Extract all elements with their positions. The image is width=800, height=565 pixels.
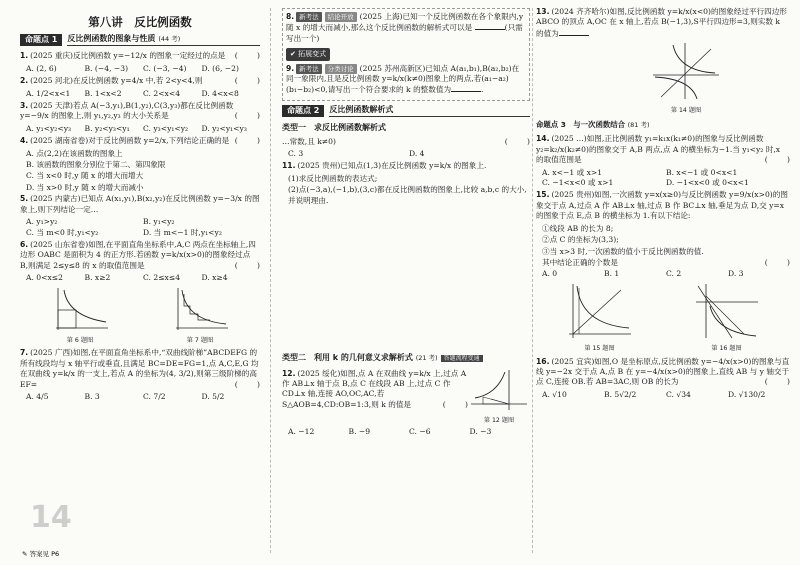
question-12-row [282,368,530,427]
option-c[interactable]: C. −6 [409,427,431,437]
conclusion-2: ②点 C 的坐标为(3,3); [542,235,619,245]
figure-6 [50,286,110,347]
question-number: 7. [20,348,29,358]
expand-label: 拓展变式 [298,50,327,59]
answer-paren[interactable] [235,51,260,61]
question-stem: (2025 贵州)如图,一次函数 y=x(x≥0)与反比例函数 y=9/x(x>0)的图象交于点 A,过点 A 作 AB⊥x 轴,过点 B 作 BC⊥x 轴,垂足为点 D,交 y=x 的图象于点 E,点 B 的横坐标为 1.有以下结论: [536,190,788,221]
option-a[interactable]: A. 4/5 [26,391,49,401]
option-a[interactable]: A. x<−1 或 x>1 [542,167,603,177]
option-a[interactable]: A. 1/2<x<1 [26,88,71,98]
option-c[interactable]: C. −1<x<0 或 x>1 [542,178,614,188]
question-stem: (2025 重庆)反比例函数 y=−12/x 的图象一定经过的点是 [30,51,226,61]
question-8-box [282,8,530,101]
option-d[interactable]: D. (6, −2) [201,63,239,73]
options-q12 [288,427,530,437]
options-q5 [26,217,260,238]
option-a[interactable]: A. y₁<y₂<y₃ [26,123,72,133]
question-number: 3. [20,101,29,111]
options-q3 [26,124,260,134]
conclusion-3: ③当 x>3 时,一次函数的值小于反比例函数的值. [542,246,704,256]
figure-6-caption: 第 6 题图 [66,336,94,344]
question-12-text [282,369,468,411]
figure-15-graph [565,282,635,340]
section-title-text: 反比例函数的图象与性质 [67,34,156,43]
section-tag: 命题点 1 [20,34,62,46]
type-1-heading [282,123,530,133]
answer-reference[interactable] [22,549,59,558]
column-divider [270,8,271,553]
answer-paren[interactable] [765,377,790,387]
question-number: 13. [536,7,550,16]
question-number: 1. [20,51,29,61]
type-count: (21 考) [415,354,438,363]
options-q6 [26,273,260,283]
question-stem: (2025 湖南省卷)对于反比例函数 y=2/x,下列结论正确的是 [30,136,230,146]
option-c[interactable]: C. 3 [288,149,304,159]
option-c[interactable]: C. 当 m<0 时,y₁<y₂ [26,227,99,237]
question-5 [20,194,260,215]
answer-paren[interactable] [765,258,790,268]
question-stem: (2025 绥化)如图,点 A 在双曲线 y=k/x 上,过点 A 作 AB⊥x 轴于点 B,点 C 在线段 AB 上,过点 C 作 CD⊥x 轴,连接 AO,OC,AC,若 S△AOB=4,CD:OB=1:3,则 k 的值是 [282,368,467,409]
figure-7 [170,286,230,347]
option-b[interactable]: B. (−4, −3) [84,63,129,73]
question-number: 16. [536,356,550,366]
figure-15 [565,282,635,355]
question-4 [20,136,260,146]
option-d[interactable]: D. 4<x<8 [201,88,239,98]
question-number: 11. [282,161,296,171]
type-pill: 答题流程变通 [441,355,483,362]
option-d[interactable]: D. y₂<y₁<y₃ [201,123,247,133]
figure-row-6-7 [20,286,260,347]
lecture-title: 第八讲 反比例函数 [88,15,192,29]
question-number: 5. [20,194,29,204]
question-stem: …常数,且 k≠0) [282,136,336,146]
figure-6-graph [50,286,110,332]
option-d[interactable]: D. 5/2 [201,391,225,401]
option-c[interactable]: C. (−3, −4) [143,63,187,73]
section-header-1 [20,34,260,46]
option-a[interactable]: A. −12 [288,427,315,437]
option-c[interactable]: C. 2<x<4 [143,88,181,98]
question-end: . [481,85,484,95]
question-number: 15. [536,190,550,200]
question-number: 12. [282,368,296,378]
option-a[interactable]: A. (2, 6) [26,63,57,73]
question-1 [20,51,260,61]
answer-paren[interactable] [235,261,260,271]
answer-paren[interactable] [235,136,260,146]
question-stem: (2025 宜宾)如图,O 是坐标原点,反比例函数 y=−4/x(x>0)的图象与直线 y=−2x 交于点 A,点 B 在 y=−4/x(x>0)的图象上,直线 AB 与 y 轴交于点 C,连接 OB.若 AB=3AC,则 OB 的长为 [536,356,790,387]
question-stem: (2025 上海)已知一个反比例函数在各个象限内,y 随 x 的增大而减小,那么这个反比例函数的解析式可以是 [286,12,524,33]
question-8 [286,12,526,44]
option-d[interactable]: D. −3 [469,427,492,437]
option-b[interactable]: B. 3 [84,391,100,401]
figure-12 [468,368,530,427]
figure-row-15-16 [536,282,790,355]
expand-variant-badge [286,48,330,60]
question-11-part-1: (1)求反比例函数的表达式; [288,173,378,183]
question-number: 2. [20,76,29,86]
option-a[interactable]: A. y₁>y₂ [26,217,58,227]
figure-14-caption: 第 14 题图 [670,106,702,114]
new-method-tag: 新考法 [296,12,322,22]
option-a[interactable]: A. √10 [542,389,567,399]
options-q14 [542,168,790,189]
figure-7-caption: 第 7 题图 [186,336,214,344]
option-b[interactable]: B. −9 [348,427,371,437]
figure-12-caption: 第 12 题图 [483,416,515,424]
question-stem: (2025 苏州高新区)已知点 A(a₁,b₁),B(a₂,b₂)在同一象限内,且是反比例函数 y=k/x(k≠0)图象上的两点,若(a₁−a₂)(b₁−b₂)<0,请写出一个符合要求的 k 的整数值为 [286,63,520,95]
section-header-3 [536,120,790,130]
question-stem: (2025 内蒙古)已知点 A(x₁,y₁),B(x₂,y₂)在反比例函数 y=−3/x 的图象上,则下列结论一定… [20,194,260,214]
section-count: (44 考) [158,35,181,43]
section-title [67,34,260,46]
type-2-heading [282,353,530,364]
question-number: 14. [536,134,550,144]
question-3 [20,101,260,122]
section-title-text: 命题点 3 与一次函数结合 [536,120,626,130]
answer-paren[interactable] [235,380,260,390]
option-a[interactable]: A. 点(2,2)在该函数的图象上 [26,148,123,158]
answer-paren[interactable] [235,111,260,121]
question-number: 6. [20,239,29,249]
option-a[interactable]: A. 0<x≤2 [26,273,63,283]
section-title-text: 反比例函数解析式 [329,104,394,114]
option-b[interactable]: B. y₂<y₃<y₁ [84,123,130,133]
option-c[interactable]: C. 7/2 [143,391,166,401]
option-b[interactable]: B. 5√2/2 [604,389,637,399]
option-b[interactable]: B. 1<x<2 [84,88,122,98]
option-b[interactable]: B. x<−1 或 0<x<1 [666,167,738,177]
answer-paren[interactable] [505,137,530,147]
question-11 [282,161,530,171]
question-stem: (2025 河北)在反比例函数 y=4/x 中,若 2<y<4,则 [30,76,203,86]
option-d[interactable]: D. −1<x<0 或 0<x<1 [666,178,749,188]
answer-blank[interactable] [475,22,505,30]
pen-icon: ✎ [22,550,28,558]
answer-blank[interactable] [451,84,484,95]
question-9 [286,64,526,96]
option-d[interactable]: D. 当 m<−1 时,y₁<y₂ [143,227,222,237]
options-q10 [288,149,530,159]
section-tag: 命题点 2 [282,105,324,117]
option-d[interactable]: D. 3 [728,269,744,279]
figure-16 [692,282,762,355]
question-13 [536,7,790,39]
option-b[interactable]: B. y₁<y₂ [143,217,175,227]
option-b[interactable]: B. 该函数的图象分别位于第二、第四象限 [26,160,166,170]
page-number-watermark: 14 [30,500,72,535]
answer-paren[interactable] [765,155,790,165]
figure-16-caption: 第 16 题图 [711,345,742,353]
option-c[interactable]: C. 2≤x≤4 [143,273,181,283]
option-c[interactable]: C. 当 x<0 时,y 随 x 的增大而增大 [26,171,144,181]
question-11-part-2: (2)点(−3,a),(−1,b),(3,c)都在反比例函数的图象上,比较 a,b,c 的大小,并说明理由. [288,185,527,205]
section-count: (81 考) [627,121,650,130]
answer-space[interactable] [282,207,530,347]
question-number: 9. [286,63,295,73]
question-hint: (只需写出一个) [286,23,523,43]
figure-16-graph [692,282,762,340]
question-10-fragment [282,137,530,147]
option-c[interactable]: C. 2 [666,269,682,279]
conclusion-1: ①线段 AB 的长为 8; [542,223,614,233]
type-text: 求反比例函数解析式 [314,123,386,133]
options-q15 [542,269,790,279]
question-12 [282,368,468,427]
answer-paren[interactable] [235,76,260,86]
answer-reference-text: 答案见 P6 [29,550,60,558]
option-c[interactable]: C. y₃<y₁<y₂ [143,123,189,133]
type-label: 类型一 [282,123,306,133]
option-a[interactable]: A. 0 [542,269,558,279]
conclusion-question [542,258,790,268]
options-q16 [542,390,790,400]
type-label: 类型二 利用 k 的几何意义求解析式 [282,353,413,363]
column-divider [532,8,533,553]
column-middle [282,6,530,555]
option-c[interactable]: C. √34 [666,389,691,399]
check-icon: ✔ [290,50,299,59]
section-header-2 [282,105,530,117]
figure-15-caption: 第 15 题图 [584,345,615,353]
answer-paren[interactable] [443,400,468,410]
question-stem: (2025 广西)如图,在平面直角坐标系中,“双曲线阶梯”ABCDEFG 的所有线段均与 x 轴平行或垂直,且满足 BC=DE=FG=1,点 A,C,E,G 均在双曲线 y=k/x 的一支上,若点 A 的坐标为(4, 3/2),则第三级阶梯的高 EF= [20,348,259,389]
question-6 [20,240,260,271]
option-d[interactable]: D. √130/2 [728,389,766,399]
option-b[interactable]: B. x≥2 [84,273,111,283]
question-14 [536,134,790,165]
question-stem: (2025 山东省卷)如图,在平面直角坐标系中,A,C 两点在坐标轴上,四边形 OABC 是面积为 4 的正方形.若函数 y=k/x(x>0)的图象经过点 B,则满足 2≤y≤8 的 x 的取值范围是 [20,239,256,270]
question-stem: (2025 …)如图,正比例函数 y₁=k₁x(k₁≠0)的图象与反比例函数 y₂=k₂/x(k₂≠0)的图象交于 A,B 两点,点 A 的横坐标为−1.当 y₁<y₂ 时,x 的取值范围是 [536,134,781,165]
question-stem: (2025 天津)若点 A(−3,y₁),B(1,y₂),C(3,y₃)都在反比例函数 y=−9/x 的图象上,则 y₁,y₂,y₃ 的大小关系是 [20,101,234,121]
question-number: 8. [286,12,295,21]
figure-7-graph [170,286,230,332]
option-d[interactable]: D. 当 x>0 时,y 随 x 的增大而减小 [26,182,144,192]
method-tag: 分类讨论 [325,64,357,74]
option-b[interactable]: B. 1 [604,269,620,279]
options-q1 [26,64,260,74]
figure-14-graph [651,41,721,101]
column-left [20,6,260,555]
options-q2 [26,89,260,99]
question-number: 4. [20,136,29,146]
question-stem: (2024 齐齐哈尔)如图,反比例函数 y=k/x(x<0)的图象经过平行四边形 ABCO 的顶点 A,OC 在 x 轴上,若点 B(−1,3),S平行四边形=3,则实数 k 的值为 [536,7,787,38]
question-15 [536,190,790,221]
question-7 [20,348,260,390]
question-stem: (2025 贵州)已知点(1,3)在反比例函数 y=k/x 的图象上. [297,161,487,171]
column-right [536,6,790,555]
question-16 [536,357,790,388]
options-q7 [26,392,260,402]
option-d[interactable]: D. x≥4 [201,273,228,283]
section-title [329,105,530,117]
method-tag: 结论开放 [325,12,357,22]
answer-blank[interactable] [559,28,589,36]
new-method-tag: 新考法 [296,64,322,74]
figure-14 [646,41,726,116]
question-2 [20,76,260,86]
option-d[interactable]: D. 4 [409,149,425,159]
figure-12-graph [469,368,529,412]
conclusion-question-text: 其中结论正确的个数是 [542,257,618,267]
